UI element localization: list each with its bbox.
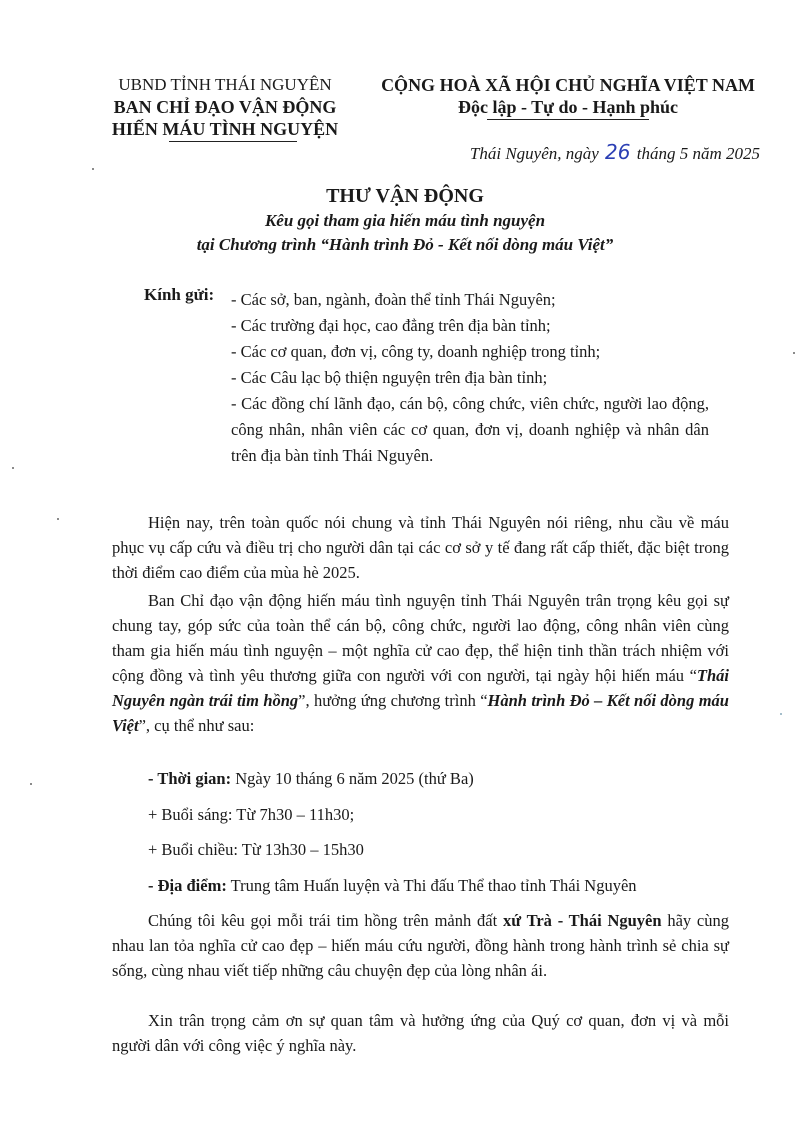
paragraph-text: Hiện nay, trên toàn quốc nói chung và tỉnh Thái Nguyên nói riêng, nhu cầu về máu phục vụ cấp cứu và điều trị cho người dân tại các cơ sở y tế đang rất cấp thiết, đặc biệt trong thời điểm cao điểm của mùa hè 2025.	[112, 513, 729, 582]
scan-speck	[30, 783, 32, 785]
motto-underline	[487, 119, 649, 120]
program-name: Hành trình Đỏ – Kết nối dòng máu Việt	[112, 691, 729, 735]
time-line	[148, 769, 474, 789]
date-line	[400, 140, 760, 164]
issuer-line-2: BAN CHỈ ĐẠO VẬN ĐỘNG	[113, 97, 337, 117]
paragraph-text: hãy cùng nhau lan tỏa nghĩa cử cao đẹp – hiến máu cứu người, đồng hành trong hành trình sẻ chia sự sống, cùng nhau viết tiếp những câu chuyện đẹp của lòng nhân ái.	[112, 911, 730, 980]
scan-speck	[780, 713, 782, 715]
place-line	[148, 876, 637, 896]
scan-speck	[793, 352, 795, 354]
document-subtitle-2: tại Chương trình “Hành trình Đỏ - Kết nối dòng máu Việt”	[196, 235, 614, 254]
national-motto: Độc lập - Tự do - Hạnh phúc	[457, 97, 679, 117]
date-day-handwritten: 26	[605, 140, 631, 164]
paragraph-text: Xin trân trọng cảm ơn sự quan tâm và hưởng ứng của Quý cơ quan, đơn vị và mỗi người dân với công việc ý nghĩa này.	[112, 1011, 729, 1055]
issuer-line-3: HIẾN MÁU TÌNH NGUYỆN	[111, 119, 339, 139]
paragraph-text: Chúng tôi kêu gọi mỗi trái tim hồng trên mảnh đất	[148, 911, 503, 930]
morning-session: + Buổi sáng: Từ 7h30 – 11h30;	[148, 805, 355, 824]
scan-speck	[12, 467, 14, 469]
time-label: - Thời gian:	[148, 769, 232, 788]
recipient-item: - Các sở, ban, ngành, đoàn thể tỉnh Thái Nguyên;	[231, 290, 556, 309]
scan-speck	[57, 518, 59, 520]
document-subtitle-1: Kêu gọi tham gia hiến máu tình nguyện	[264, 211, 546, 230]
issuer-header	[90, 74, 360, 142]
issuer-underline	[169, 141, 297, 142]
date-prefix: Thái Nguyên, ngày	[469, 144, 599, 163]
place-label: - Địa điểm:	[148, 876, 227, 895]
recipients-label: Kính gửi:	[144, 285, 215, 304]
national-title: CỘNG HOÀ XÃ HỘI CHỦ NGHĨA VIỆT NAM	[381, 75, 755, 95]
date-suffix: tháng 5 năm 2025	[636, 144, 760, 163]
event-name: Thái Nguyên ngàn trái tim hồng	[112, 666, 729, 710]
paragraph-text: ”, cụ thể như sau:	[138, 716, 255, 735]
recipient-item: - Các Câu lạc bộ thiện nguyện trên địa bàn tỉnh;	[231, 368, 548, 387]
scan-speck	[92, 168, 94, 170]
document-title: THƯ VẬN ĐỘNG	[326, 185, 484, 207]
recipient-item: - Các đồng chí lãnh đạo, cán bộ, công chức, viên chức, người lao động, công nhân, nhân viên các cơ quan, đơn vị, doanh nghiệp và nhân dân trên địa bàn tỉnh Thái Nguyên.	[231, 394, 709, 465]
body-paragraph-4	[112, 1008, 729, 1058]
paragraph-text: ”, hưởng ứng chương trình “	[298, 691, 488, 710]
place-value: Trung tâm Huấn luyện và Thi đấu Thể thao tỉnh Thái Nguyên	[226, 876, 637, 895]
afternoon-session: + Buổi chiều: Từ 13h30 – 15h30	[148, 840, 364, 859]
region-name: xứ Trà - Thái Nguyên	[502, 911, 662, 930]
body-paragraph-2	[112, 588, 729, 738]
body-paragraph-1	[112, 510, 729, 585]
time-value: Ngày 10 tháng 6 năm 2025 (thứ Ba)	[231, 769, 474, 788]
national-header	[368, 74, 768, 120]
recipient-item: - Các trường đại học, cao đẳng trên địa bàn tỉnh;	[231, 316, 551, 335]
paragraph-text: Ban Chỉ đạo vận động hiến máu tình nguyện tỉnh Thái Nguyên trân trọng kêu gọi sự chung tay, góp sức của toàn thể cán bộ, công chức, người lao động, công nhân viên cùng tham gia hiến máu tình nguyện – một nghĩa cử cao đẹp, thể hiện tinh thần trách nhiệm với cộng đồng và tình yêu thương giữa con người với con người, tại ngày hội hiến máu “	[112, 591, 729, 685]
recipient-item: - Các cơ quan, đơn vị, công ty, doanh nghiệp trong tỉnh;	[231, 342, 601, 361]
body-paragraph-3	[112, 908, 729, 983]
issuer-line-1: UBND TỈNH THÁI NGUYÊN	[118, 75, 332, 94]
recipients-list	[231, 287, 709, 469]
